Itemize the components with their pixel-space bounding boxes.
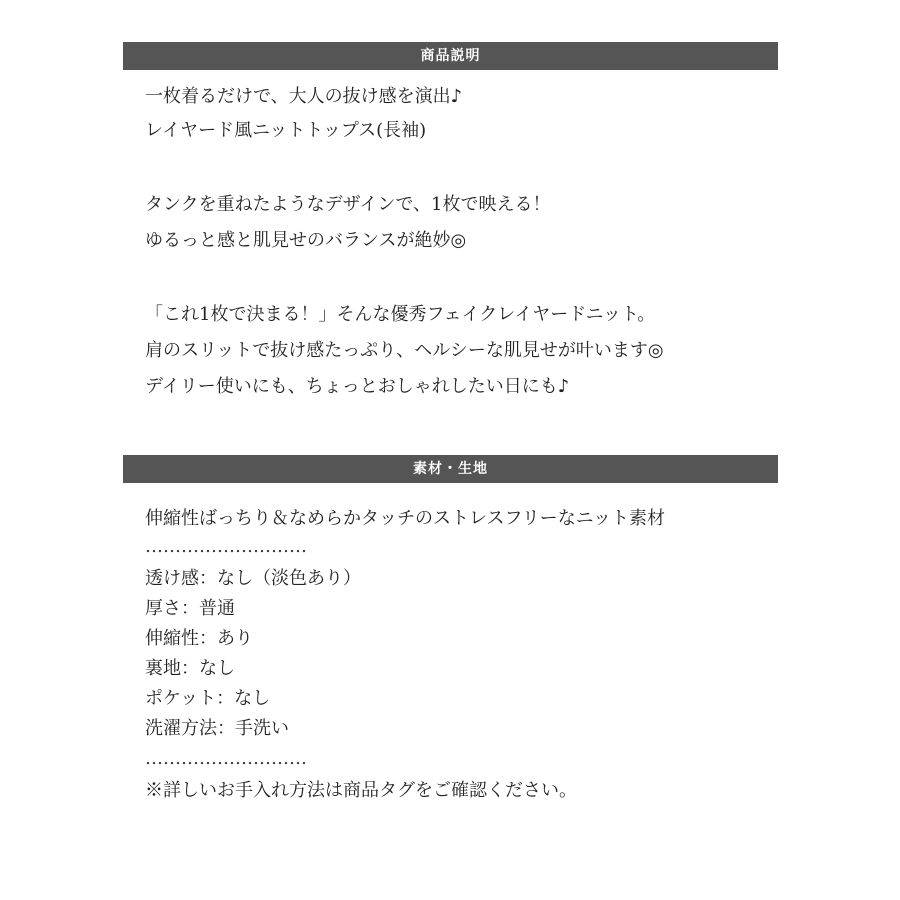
description-line: 「これ1枚で決まる！」そんな優秀フェイクレイヤードニット。 bbox=[145, 304, 656, 325]
material-intro: 伸縮性ばっちり＆なめらかタッチのストレスフリーなニット素材 bbox=[145, 508, 666, 529]
spec-line: 透け感：なし（淡色あり） bbox=[145, 568, 361, 589]
spec-line: 裏地：なし bbox=[145, 658, 235, 679]
spec-line: ポケット：なし bbox=[145, 688, 271, 709]
spec-line: 洗濯方法：手洗い bbox=[145, 718, 289, 739]
divider-top: ……………………… bbox=[145, 536, 307, 557]
care-note: ※詳しいお手入れ方法は商品タグをご確認ください。 bbox=[145, 780, 577, 801]
description-line: デイリー使いにも、ちょっとおしゃれしたい日にも♪ bbox=[145, 376, 570, 397]
section-header-material: 素材・生地 bbox=[123, 455, 778, 483]
section-header-description: 商品説明 bbox=[123, 42, 778, 70]
description-line: タンクを重ねたようなデザインで、1枚で映える！ bbox=[145, 194, 551, 215]
description-line: 一枚着るだけで、大人の抜け感を演出♪ bbox=[145, 86, 463, 107]
divider-bottom: ……………………… bbox=[145, 748, 307, 769]
description-line: レイヤード風ニットトップス(長袖) bbox=[145, 120, 427, 141]
spec-line: 伸縮性：あり bbox=[145, 628, 253, 649]
spec-line: 厚さ：普通 bbox=[145, 598, 235, 619]
description-line: ゆるっと感と肌見せのバランスが絶妙◎ bbox=[145, 230, 467, 251]
description-line: 肩のスリットで抜け感たっぷり、ヘルシーな肌見せが叶います◎ bbox=[145, 340, 664, 361]
